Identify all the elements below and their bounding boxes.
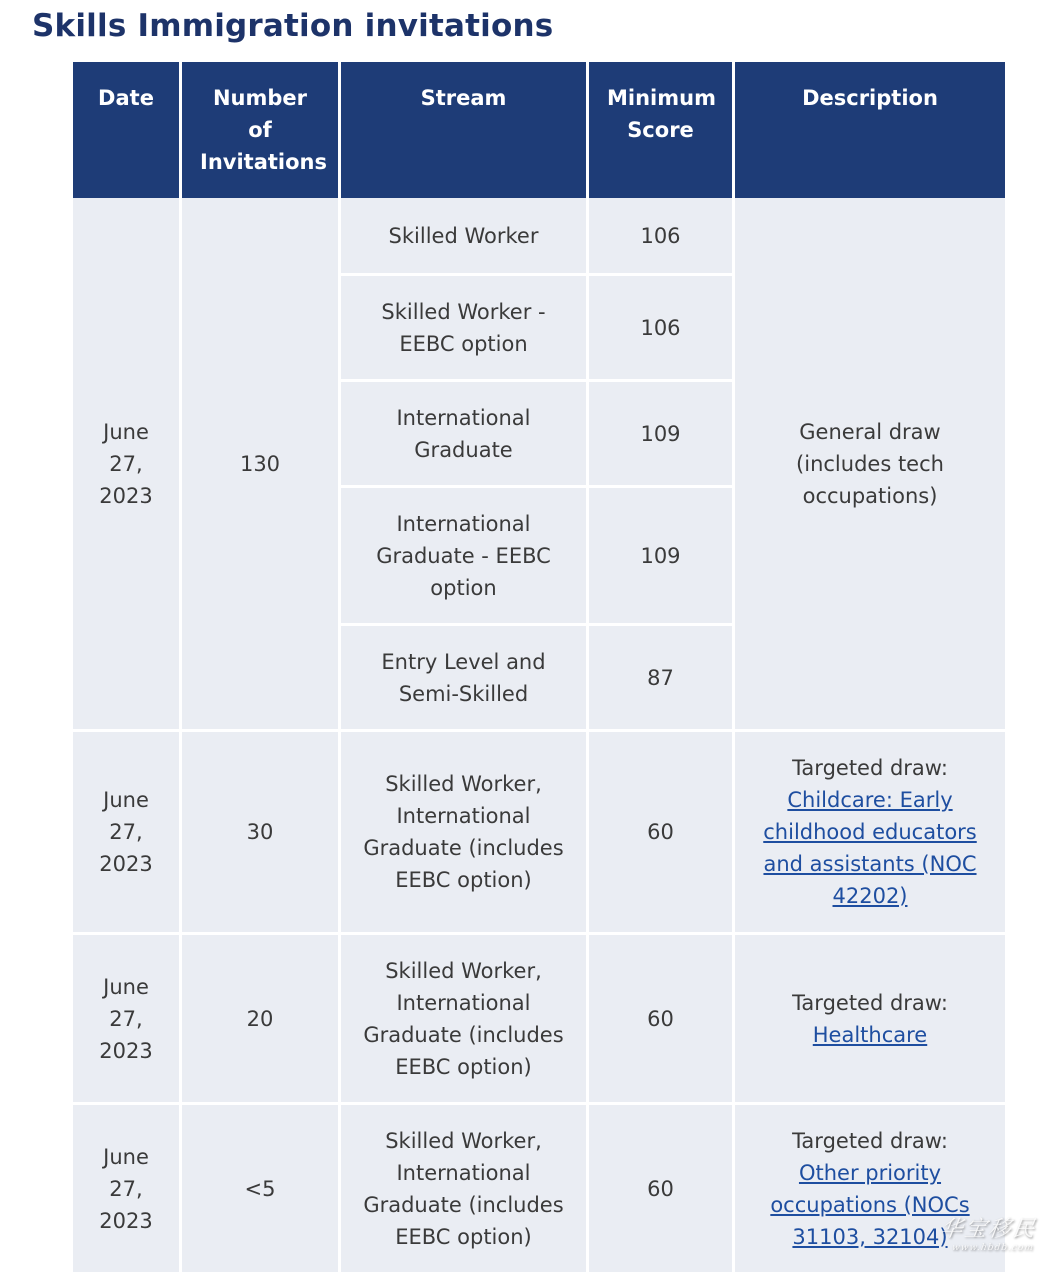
date-cell: June 27, 2023 xyxy=(73,1102,179,1272)
watermark-text: 华宝移民 xyxy=(938,1217,1039,1242)
invitations-table xyxy=(73,62,1005,1272)
stream-cell: International Graduate xyxy=(338,379,586,485)
stream-cell: Skilled Worker, International Graduate (includes EEBC option) xyxy=(338,1102,586,1272)
page-title: Skills Immigration invitations xyxy=(32,8,554,44)
watermark-logo xyxy=(937,1212,1039,1253)
date-cell: June 27, 2023 xyxy=(73,932,179,1102)
description-text: General draw (includes tech occupations) xyxy=(796,419,944,508)
column-header-minimum-score: Minimum Score xyxy=(586,62,732,198)
invitations-cell: 30 xyxy=(179,729,338,932)
stream-cell: Skilled Worker xyxy=(338,198,586,273)
stream-cell: Skilled Worker, International Graduate (includes EEBC option) xyxy=(338,729,586,932)
stream-cell: Entry Level and Semi-Skilled xyxy=(338,623,586,729)
score-cell: 109 xyxy=(586,379,732,485)
table-row xyxy=(73,729,1005,932)
score-cell: 106 xyxy=(586,198,732,273)
description-text: Targeted draw: xyxy=(792,990,948,1015)
column-header-date: Date xyxy=(73,62,179,198)
score-cell: 109 xyxy=(586,485,732,623)
column-header-stream: Stream xyxy=(338,62,586,198)
score-cell: 60 xyxy=(586,932,732,1102)
score-cell: 87 xyxy=(586,623,732,729)
score-cell: 106 xyxy=(586,273,732,379)
stream-cell: Skilled Worker, International Graduate (includes EEBC option) xyxy=(338,932,586,1102)
column-header-number-of-invitations: Number of Invitations xyxy=(179,62,338,198)
table-header-row xyxy=(73,62,1005,198)
score-cell: 60 xyxy=(586,1102,732,1272)
description-text: Targeted draw: xyxy=(792,1128,948,1153)
description-cell xyxy=(732,198,1005,729)
other-priority-occupations-link[interactable]: Other priority occupations (NOCs 31103, 32104) xyxy=(770,1160,970,1249)
date-cell: June 27, 2023 xyxy=(73,198,179,729)
watermark-url: www.hbdb.com xyxy=(951,1243,1035,1253)
table-row xyxy=(73,932,1005,1102)
stream-cell: Skilled Worker - EEBC option xyxy=(338,273,586,379)
date-cell: June 27, 2023 xyxy=(73,729,179,932)
description-cell xyxy=(732,932,1005,1102)
healthcare-link[interactable]: Healthcare xyxy=(812,1022,928,1047)
table-row xyxy=(73,1102,1005,1272)
invitations-cell: 130 xyxy=(179,198,338,729)
description-text: Targeted draw: xyxy=(792,756,948,780)
stream-cell: International Graduate - EEBC option xyxy=(338,485,586,623)
childcare-noc-link[interactable]: Childcare: Early childhood educators and assistants (NOC 42202) xyxy=(763,788,977,908)
description-cell xyxy=(732,729,1005,932)
invitations-cell: <5 xyxy=(179,1102,338,1272)
column-header-description: Description xyxy=(732,62,1005,198)
table-row xyxy=(73,198,1005,273)
score-cell: 60 xyxy=(586,729,732,932)
invitations-cell: 20 xyxy=(179,932,338,1102)
